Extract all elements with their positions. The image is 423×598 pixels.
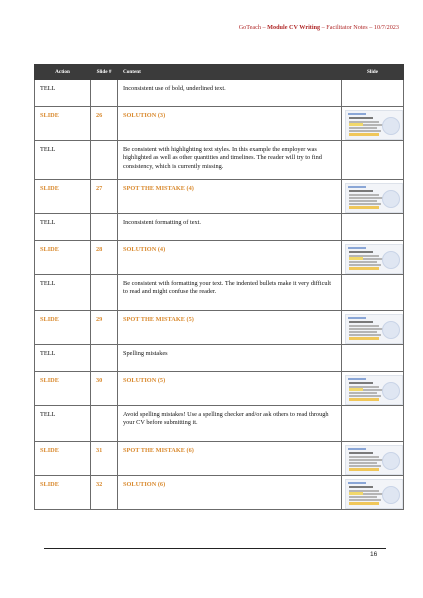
table-row	[35, 476, 404, 510]
table-row	[35, 345, 404, 372]
row-action: SLIDE	[35, 241, 91, 275]
row-content: Inconsistent formatting of text.	[118, 214, 342, 241]
slide-thumbnail-image	[345, 375, 403, 405]
row-content: Spelling mistakes	[118, 345, 342, 372]
row-slide-thumbnail-cell	[342, 442, 404, 476]
row-content: SPOT THE MISTAKE (5)	[118, 311, 342, 345]
row-action: SLIDE	[35, 311, 91, 345]
row-action: TELL	[35, 80, 91, 107]
row-content: SOLUTION (4)	[118, 241, 342, 275]
table-row	[35, 180, 404, 214]
row-content: SOLUTION (6)	[118, 476, 342, 510]
row-slide-thumbnail-cell	[342, 345, 404, 372]
row-content: Avoid spelling mistakes! Use a spelling checker and/or ask others to read through your CV before submitting it.	[118, 406, 342, 442]
row-action: TELL	[35, 214, 91, 241]
row-action: TELL	[35, 406, 91, 442]
table-row	[35, 442, 404, 476]
row-slide-number	[91, 141, 118, 180]
row-action: TELL	[35, 141, 91, 180]
row-slide-number: 30	[91, 372, 118, 406]
row-slide-number	[91, 80, 118, 107]
row-slide-thumbnail-cell	[342, 141, 404, 180]
row-action: TELL	[35, 275, 91, 311]
slide-thumbnail-image	[345, 314, 403, 344]
table-header-row	[35, 65, 404, 80]
row-action: SLIDE	[35, 107, 91, 141]
row-content: Be consistent with highlighting text styles. In this example the employer was highlighted as well as other quantities and timelines. The reader will try to find consistency, which is currently missing.	[118, 141, 342, 180]
table-row	[35, 214, 404, 241]
slide-thumbnail-image	[345, 110, 403, 140]
row-slide-thumbnail-cell	[342, 80, 404, 107]
row-slide-number: 32	[91, 476, 118, 510]
row-slide-number	[91, 406, 118, 442]
row-slide-number: 26	[91, 107, 118, 141]
column-header-content: Content	[118, 65, 342, 80]
row-slide-number: 29	[91, 311, 118, 345]
row-action: SLIDE	[35, 476, 91, 510]
row-content: SOLUTION (5)	[118, 372, 342, 406]
row-slide-number: 31	[91, 442, 118, 476]
row-content: SPOT THE MISTAKE (4)	[118, 180, 342, 214]
footer-divider	[44, 548, 386, 549]
column-header-slide-number: Slide #	[91, 65, 118, 80]
row-slide-thumbnail-cell	[342, 311, 404, 345]
row-content: SPOT THE MISTAKE (6)	[118, 442, 342, 476]
row-slide-number	[91, 214, 118, 241]
slide-thumbnail-image	[345, 445, 403, 475]
row-content: SOLUTION (3)	[118, 107, 342, 141]
row-slide-thumbnail-cell	[342, 476, 404, 510]
row-action: SLIDE	[35, 442, 91, 476]
row-slide-thumbnail-cell	[342, 275, 404, 311]
slide-thumbnail-image	[345, 479, 403, 509]
table-row	[35, 372, 404, 406]
row-slide-thumbnail-cell	[342, 180, 404, 214]
row-slide-number: 27	[91, 180, 118, 214]
row-slide-thumbnail-cell	[342, 372, 404, 406]
table-row	[35, 311, 404, 345]
table-row	[35, 275, 404, 311]
facilitator-notes-table	[34, 64, 404, 510]
table-row	[35, 107, 404, 141]
row-action: TELL	[35, 345, 91, 372]
row-slide-number: 28	[91, 241, 118, 275]
slide-thumbnail-image	[345, 183, 403, 213]
table-row	[35, 141, 404, 180]
table-row	[35, 241, 404, 275]
row-action: SLIDE	[35, 372, 91, 406]
row-slide-number	[91, 345, 118, 372]
row-content: Be consistent with formatting your text. The indented bullets make it very difficult to read and might confuse the reader.	[118, 275, 342, 311]
row-action: SLIDE	[35, 180, 91, 214]
row-slide-thumbnail-cell	[342, 241, 404, 275]
header-rest: – Facilitator Notes – 10/7/2023	[320, 24, 399, 31]
row-slide-number	[91, 275, 118, 311]
page-number: 16	[370, 551, 378, 558]
table-row	[35, 406, 404, 442]
column-header-action: Action	[35, 65, 91, 80]
page-header	[239, 24, 399, 31]
row-slide-thumbnail-cell	[342, 214, 404, 241]
column-header-slide: Slide	[342, 65, 404, 80]
header-module: Module CV Writing	[267, 24, 321, 31]
table-row	[35, 80, 404, 107]
row-slide-thumbnail-cell	[342, 406, 404, 442]
row-content: Inconsistent use of bold, underlined text.	[118, 80, 342, 107]
slide-thumbnail-image	[345, 244, 403, 274]
row-slide-thumbnail-cell	[342, 107, 404, 141]
header-org: GoTeach –	[238, 24, 268, 31]
